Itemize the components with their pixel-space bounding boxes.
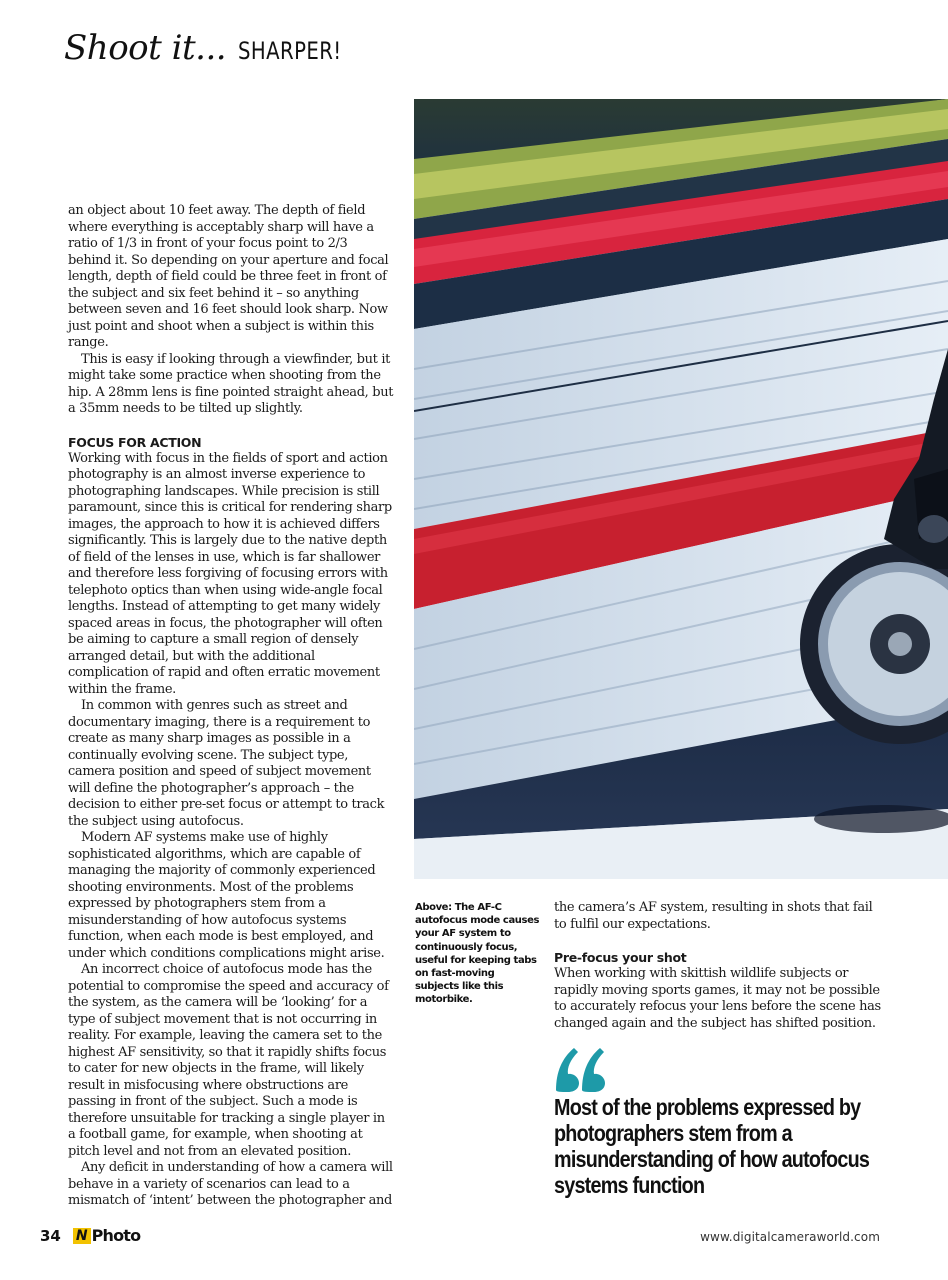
- brand-badge: N: [73, 1228, 91, 1244]
- photo-caption: Above: The AF-C autofocus mode causes your AF system to continuously focus, useful for keeping tabs on fast-moving subjects like this motorbike.: [415, 902, 540, 1006]
- body-paragraph: This is easy if looking through a viewfinder, but it might take some practice when shooting from the hip. A 28mm lens is fine pointed straight ahead, but a 35mm needs to be tilted up slightly.: [68, 351, 394, 416]
- main-text-column: [68, 203, 394, 1210]
- body-paragraph: Any deficit in understanding of how a camera will behave in a variety of scenarios can lead to a mismatch of ‘intent’ between the photographer and: [68, 1160, 393, 1208]
- section-heading: Pre-focus your shot: [554, 950, 687, 965]
- body-paragraph: Working with focus in the fields of sport and action photography is an almost inverse experience to photographing landscapes. While precision is still paramount, since this is critical for rendering sharp images, the approach to how it is achieved differs significantly. This is largely due to the native depth of field of the lenses in use, which is far shallower and therefore less forgiving of focusing errors with telephoto optics than when using wide-angle focal lengths. Instead of attempting to get many widely spaced areas in focus, the photographer will often be aiming to capture a small region of densely arranged detail, but with the additional complication of rapid and often erratic movement within the frame.: [68, 450, 392, 697]
- body-paragraph: When working with skittish wildlife subjects or rapidly moving sports games, it may not be possible to accurately refocus your lens before the scene has changed again and the subject has shifted position.: [554, 966, 881, 1031]
- body-paragraph: an object about 10 feet away. The depth of field where everything is acceptably sharp will have a ratio of 1/3 in front of your focus point to 2/3 behind it. So depending on your aperture and focal length, depth of field could be three feet in front of the subject and six feet behind it – so anything between seven and 16 feet should look sharp. Now just point and shoot when a subject is within this range.: [68, 203, 389, 350]
- header-caps-title: SHARPER!: [238, 37, 342, 65]
- pull-quote: Most of the problems expressed by photographers stem from a misunderstanding of how autofocus systems function: [554, 1094, 870, 1198]
- page-header: [64, 28, 364, 78]
- body-paragraph: the camera’s AF system, resulting in shots that fail to fulfil our expectations.: [554, 900, 873, 932]
- section-heading: FOCUS FOR ACTION: [68, 434, 202, 450]
- nphoto-logo: [73, 1226, 140, 1245]
- body-paragraph: Modern AF systems make use of highly sophisticated algorithms, which are capable of managing the majority of commonly experienced shooting environments. Most of the problems expressed by photographers stem from a misunderstanding of how autofocus systems function, when each mode is best employed, and under which conditions complications might arise.: [68, 830, 385, 961]
- quote-mark-icon: [552, 1042, 608, 1094]
- motorbike-photo: [414, 99, 948, 879]
- page-number: 34: [40, 1226, 61, 1245]
- brand-name: Photo: [91, 1226, 141, 1245]
- footer-url: www.digitalcameraworld.com: [700, 1230, 880, 1244]
- header-script-title: Shoot it...: [64, 28, 227, 68]
- footer-brand-block: [40, 1226, 140, 1245]
- body-paragraph: An incorrect choice of autofocus mode has the potential to compromise the speed and accuracy of the system, as the camera will be ‘looking’ for a type of subject movement that is not occurring in reality. For example, leaving the camera set to the highest AF sensitivity, so that it rapidly shifts focus to cater for new objects in the frame, will likely result in misfocusing where obstructions are passing in front of the subject. Such a mode is therefore unsuitable for tracking a single player in a football game, for example, when shooting at pitch level and not from an elevated position.: [68, 962, 389, 1159]
- body-paragraph: In common with genres such as street and documentary imaging, there is a requirement to create as many sharp images as possible in a continually evolving scene. The subject type, camera position and speed of subject movement will define the photographer’s approach – the decision to either pre-set focus or attempt to track the subject using autofocus.: [68, 698, 385, 829]
- right-text-column: [554, 900, 884, 1032]
